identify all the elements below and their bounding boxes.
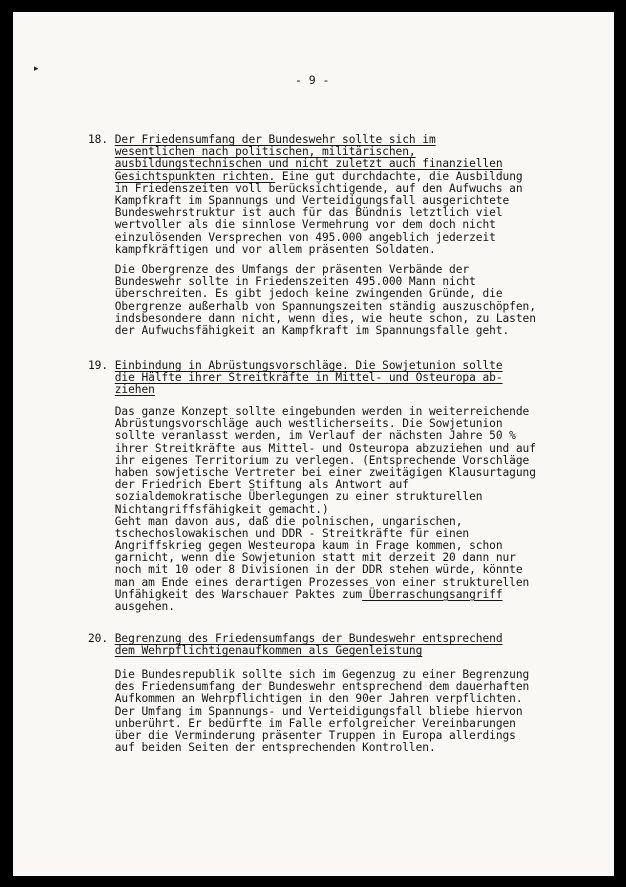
text-line: Abrüstungsvorschläge auch westlicherseits. Die Sowjetunion	[88, 417, 503, 431]
text-line: Der Umfang im Spannungs- und Verteidigungsfall bliebe hiervon	[88, 704, 523, 718]
text-line: Die Bundesrepublik sollte sich im Gegenzug zu einer Begrenzung	[88, 668, 530, 681]
ink-speck: ▸	[34, 64, 39, 74]
text-line: sozialdemokratische Überlegungen zu einer strukturellen	[88, 490, 483, 504]
underlined-text: dem Wehrpflichtigenaufkommen als Gegenleistung	[114, 644, 423, 658]
text-line: Die Obergrenze des Umfangs der präsenten Verbände der	[88, 263, 470, 276]
text-line: indsbesondere dann nicht, wenn dies, wie heute schon, zu Lasten	[88, 311, 536, 325]
text-line: über die Verminderung präsenter Truppen in Europa allerdings	[88, 728, 516, 742]
section-19-body	[88, 406, 536, 613]
underlined-text: ausbildungstechnischen und nicht zuletzt auch finanziellen	[114, 157, 503, 171]
text-line: Aufkommen an Wehrpflichtigen in den 90er Jahren verpflichten.	[88, 692, 523, 706]
text-line: Das ganze Konzept sollte eingebunden werden in weiterreichende	[88, 405, 530, 418]
page-number: - 9 -	[295, 73, 330, 87]
text-line: sollte veranlasst werden, im Verlauf der nächsten Jahre 50 %	[88, 429, 516, 443]
text-line: überschreiten. Es gibt jedoch keine zwingenden Gründe, die	[88, 287, 503, 301]
text-line: einzulösenden Versprechen von 495.000 angeblich jederzeit	[88, 230, 496, 244]
underlined-text: Der Friedensumfang der Bundeswehr sollte sich im	[114, 133, 436, 146]
text-line: 18. Der Friedensumfang der Bundeswehr sollte sich im	[88, 133, 436, 146]
text-line: garnicht, wenn die Sowjetunion statt mit derzeit 20 dann nur	[88, 551, 516, 565]
text-line: Kampfkraft im Spannungs und Verteidigungsfall ausgerichtete	[88, 193, 510, 207]
section-20-body	[88, 669, 529, 754]
text-line: noch mit 10 oder 8 Divisionen in der DDR stehen würde, könnte	[88, 563, 523, 577]
section-18-paragraph-2	[88, 264, 536, 337]
text-line: der Friedrich Ebert Stiftung als Antwort auf	[88, 478, 409, 492]
text-line: Nichtangriffsfähigkeit gemacht.)	[88, 502, 329, 516]
text-line: des Friedensumfang der Bundeswehr entsprechend dem dauerhaften	[88, 680, 530, 694]
text-line: tschechoslowakischen und DDR - Streitkräfte für einen	[88, 526, 470, 540]
text-line: kampfkräftigen und vor allem präsenten Soldaten.	[88, 242, 436, 256]
text-line: 20. Begrenzung des Friedensumfangs der Bundeswehr entsprechend	[88, 632, 503, 645]
text-line: Bundeswehrstruktur ist auch für das Bündnis letztlich viel	[88, 206, 503, 220]
text-line: Angriffskrieg gegen Westeuropa kaum in Frage kommen, schon	[88, 539, 503, 553]
underlined-text: ziehen	[114, 383, 155, 397]
text-line: wertvoller als die sinnlose Vermehrung vor dem doch nicht	[88, 218, 496, 232]
text-line	[88, 645, 503, 657]
text-line: auf beiden Seiten der entsprechenden Kontrollen.	[88, 741, 436, 755]
underlined-text: wesentlichen nach politischen, militärischen,	[114, 145, 416, 159]
section-20-heading	[88, 633, 503, 657]
underlined-text: Überraschungsangriff	[362, 587, 503, 601]
text-line: 19. Einbindung in Abrüstungsvorschläge. Die Sowjetunion sollte	[88, 359, 503, 372]
text-line: unberührt. Er bedürfte im Falle erfolgreicher Vereinbarungen	[88, 716, 516, 730]
underlined-text: die Hälfte ihrer Streitkräfte in Mittel- und Osteuropa ab-	[114, 371, 503, 385]
text-line: Obergrenze außerhalb von Spannungszeiten ständig auszuschöpfen,	[88, 299, 536, 313]
text-line: man am Ende eines derartigen Prozesses von einer strukturellen	[88, 575, 530, 589]
text-line: haben sowjetische Vertreter bei einer zweitägigen Klausurtagung	[88, 465, 536, 479]
text-line: ausgehen.	[88, 600, 175, 613]
underlined-text: Gesichtspunkten richten.	[114, 169, 276, 183]
underlined-text: Einbindung in Abrüstungsvorschläge. Die Sowjetunion sollte	[114, 359, 503, 372]
text-line: ihr eigenes Territorium zu verlegen. (Entsprechende Vorschläge	[88, 453, 530, 467]
text-line: Geht man davon aus, daß die polnischen, ungarischen,	[88, 514, 463, 528]
text-line: Bundeswehr sollte in Friedenszeiten 495.000 Mann nicht	[88, 275, 476, 289]
text-line: Unfähigkeit des Warschauer Paktes zum Überraschungsangriff	[88, 587, 503, 601]
text-line: der Aufwuchsfähigkeit an Kampfkraft im Spannungsfalle geht.	[88, 323, 510, 337]
section-18-heading-and-body	[88, 134, 523, 256]
section-19-heading	[88, 360, 503, 397]
underlined-text: Begrenzung des Friedensumfangs der Bundeswehr entsprechend	[114, 632, 503, 645]
text-line: ihrer Streitkräfte aus Mittel- und Osteuropa abzuziehen und auf	[88, 441, 536, 455]
text-line: in Friedenszeiten voll berücksichtigende, auf den Aufwuchs an	[88, 181, 523, 195]
text-line: Gesichtspunkten richten. Eine gut durchdachte, die Ausbildung	[114, 169, 523, 183]
text-line	[88, 384, 503, 396]
